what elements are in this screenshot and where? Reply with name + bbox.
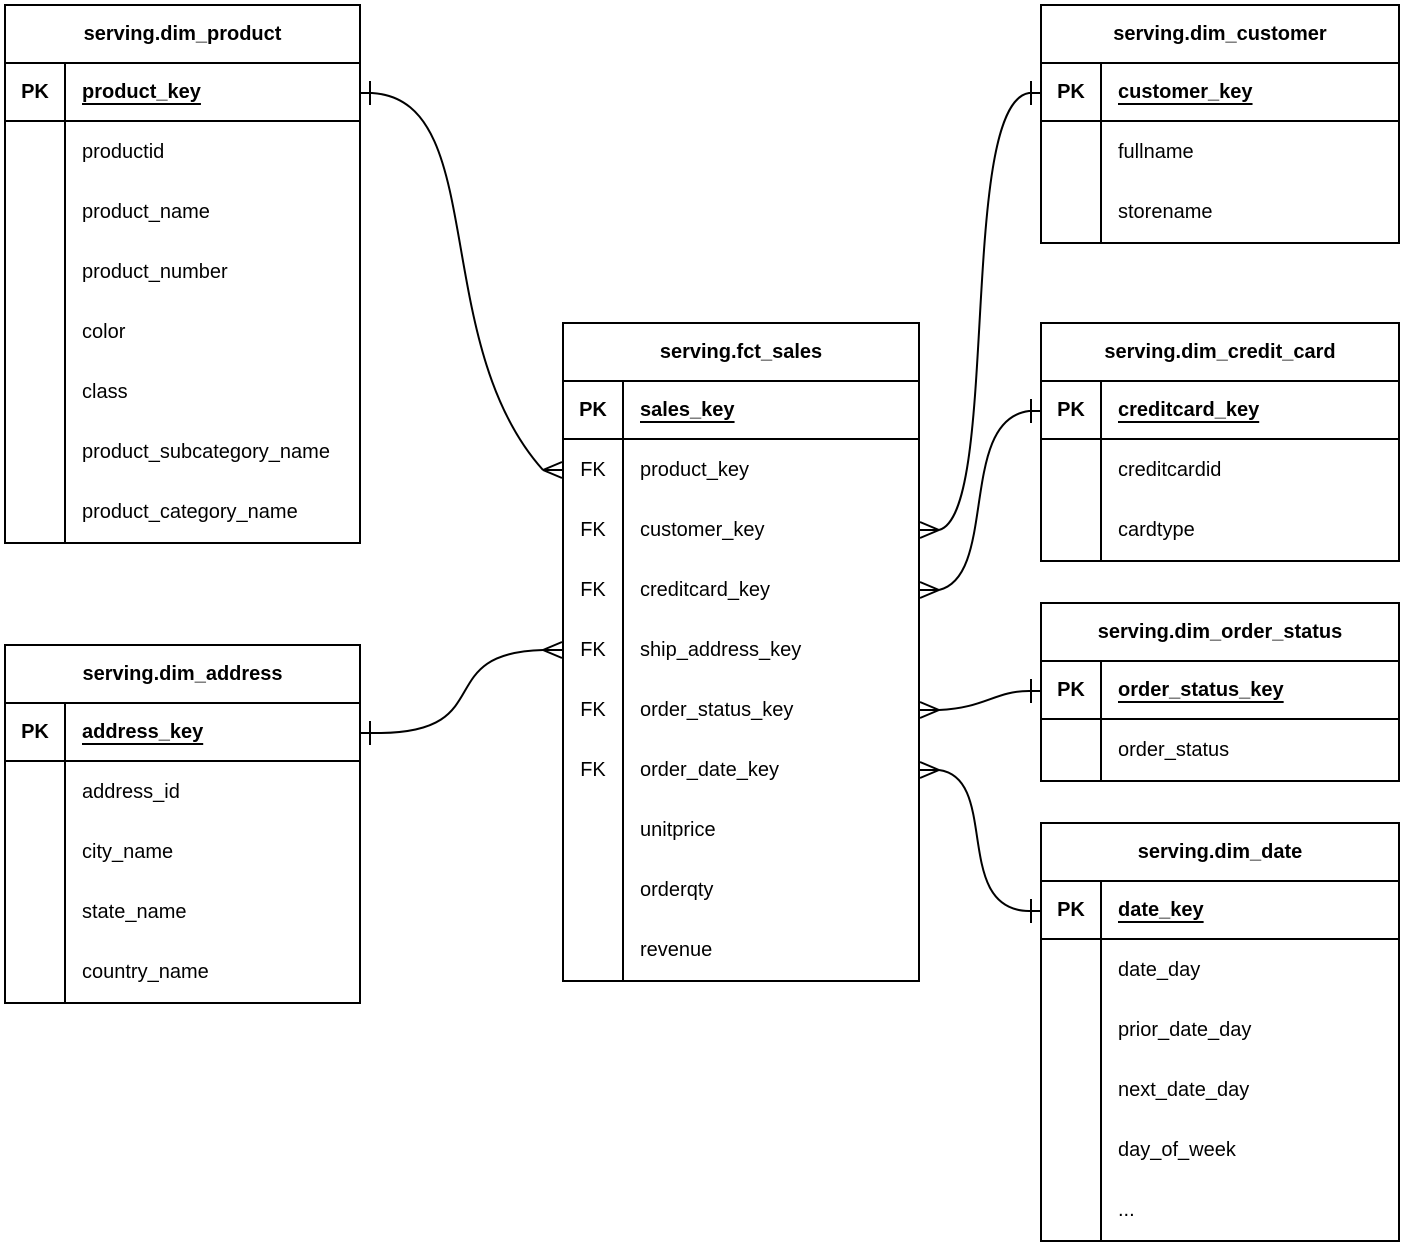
table-row xyxy=(6,762,359,822)
fk-badge: FK xyxy=(564,500,624,560)
field-name: fullname xyxy=(1118,141,1194,163)
field-name: creditcard_key xyxy=(640,579,771,601)
key-badge xyxy=(1042,1060,1102,1120)
key-badge xyxy=(6,822,66,882)
table-row xyxy=(564,560,918,620)
table-row xyxy=(1042,1120,1398,1180)
table-title: serving.dim_address xyxy=(6,646,359,704)
table-row xyxy=(564,860,918,920)
connector-order-status xyxy=(920,679,1040,718)
field-name: storename xyxy=(1118,201,1213,223)
connector-product xyxy=(360,81,562,478)
table-row xyxy=(564,620,918,680)
key-badge xyxy=(6,882,66,942)
field-name: product_category_name xyxy=(82,501,298,523)
field-name: ... xyxy=(1118,1199,1135,1221)
table-row xyxy=(6,482,359,542)
table-row xyxy=(564,500,918,560)
field-name: date_day xyxy=(1118,959,1201,981)
table-row xyxy=(6,422,359,482)
key-badge xyxy=(1042,122,1102,182)
pk-field: sales_key xyxy=(640,399,735,421)
pk-badge: PK xyxy=(1042,882,1102,938)
field-name: next_date_day xyxy=(1118,1079,1250,1101)
key-badge xyxy=(6,302,66,362)
table-row xyxy=(564,740,918,800)
field-name: day_of_week xyxy=(1118,1139,1236,1161)
field-name: productid xyxy=(82,141,165,163)
table-title: serving.dim_date xyxy=(1042,824,1398,882)
field-name: product_number xyxy=(82,261,228,283)
table-row xyxy=(6,122,359,182)
field-name: address_id xyxy=(82,781,180,803)
table-row xyxy=(6,302,359,362)
fk-badge: FK xyxy=(564,680,624,740)
field-name: prior_date_day xyxy=(1118,1019,1252,1041)
fk-badge: FK xyxy=(564,620,624,680)
table-row xyxy=(1042,182,1398,242)
connector-line xyxy=(939,770,1040,911)
table-title: serving.fct_sales xyxy=(564,324,918,382)
field-name: customer_key xyxy=(640,519,765,541)
table-row xyxy=(1042,940,1398,1000)
table-dim-date xyxy=(1040,822,1400,1242)
fk-badge: FK xyxy=(564,440,624,500)
field-name: product_key xyxy=(640,459,749,481)
connector-customer xyxy=(920,81,1040,538)
crow-foot-icon xyxy=(920,702,939,718)
field-name: orderqty xyxy=(640,879,714,901)
key-badge xyxy=(564,860,624,920)
field-name: cardtype xyxy=(1118,519,1195,541)
pk-badge: PK xyxy=(6,64,66,120)
connector-line xyxy=(939,93,1040,530)
pk-field: address_key xyxy=(82,721,204,743)
key-badge xyxy=(1042,440,1102,500)
pk-badge: PK xyxy=(1042,382,1102,438)
key-badge xyxy=(1042,500,1102,560)
table-row xyxy=(6,362,359,422)
table-row xyxy=(6,182,359,242)
connector-creditcard xyxy=(920,399,1040,598)
connector-ship-address xyxy=(360,642,562,745)
fk-badge: FK xyxy=(564,560,624,620)
pk-badge: PK xyxy=(6,704,66,760)
field-name: unitprice xyxy=(640,819,716,841)
key-badge xyxy=(6,762,66,822)
pk-field: order_status_key xyxy=(1118,679,1284,701)
key-badge xyxy=(1042,182,1102,242)
table-title: serving.dim_order_status xyxy=(1042,604,1398,662)
table-row xyxy=(6,882,359,942)
field-name: ship_address_key xyxy=(640,639,802,661)
field-name: product_name xyxy=(82,201,210,223)
table-row xyxy=(564,800,918,860)
pk-badge: PK xyxy=(1042,662,1102,718)
table-row xyxy=(6,822,359,882)
table-title: serving.dim_credit_card xyxy=(1042,324,1398,382)
field-name: creditcardid xyxy=(1118,459,1222,481)
table-title: serving.dim_product xyxy=(6,6,359,64)
crow-foot-icon xyxy=(920,762,939,778)
table-row xyxy=(6,704,359,762)
table-row xyxy=(1042,500,1398,560)
field-name: order_status xyxy=(1118,739,1230,761)
fk-badge: FK xyxy=(564,740,624,800)
table-row xyxy=(6,64,359,122)
table-title: serving.dim_customer xyxy=(1042,6,1398,64)
key-badge xyxy=(1042,1120,1102,1180)
crow-foot-icon xyxy=(543,642,562,658)
field-name: class xyxy=(82,381,128,403)
field-name: state_name xyxy=(82,901,187,923)
pk-field: product_key xyxy=(82,81,201,103)
field-name: revenue xyxy=(640,939,713,961)
key-badge xyxy=(564,800,624,860)
connector-order-date xyxy=(920,762,1040,923)
table-row xyxy=(564,382,918,440)
table-row xyxy=(1042,1180,1398,1240)
table-row xyxy=(1042,662,1398,720)
field-name: color xyxy=(82,321,126,343)
pk-field: creditcard_key xyxy=(1118,399,1260,421)
key-badge xyxy=(564,920,624,980)
crow-foot-icon xyxy=(543,462,562,478)
field-name: order_status_key xyxy=(640,699,794,721)
connector-line xyxy=(360,93,543,470)
key-badge xyxy=(6,942,66,1002)
table-dim-product xyxy=(4,4,361,544)
field-name: city_name xyxy=(82,841,174,863)
pk-badge: PK xyxy=(1042,64,1102,120)
field-name: order_date_key xyxy=(640,759,779,781)
table-row xyxy=(1042,122,1398,182)
connector-line xyxy=(360,650,543,733)
table-row xyxy=(1042,440,1398,500)
table-row xyxy=(1042,64,1398,122)
key-badge xyxy=(6,242,66,302)
table-row xyxy=(1042,882,1398,940)
table-dim-customer xyxy=(1040,4,1400,244)
pk-field: date_key xyxy=(1118,899,1204,921)
key-badge xyxy=(6,182,66,242)
pk-field: customer_key xyxy=(1118,81,1253,103)
connector-line xyxy=(939,411,1040,590)
table-row xyxy=(1042,1060,1398,1120)
crow-foot-icon xyxy=(920,522,939,538)
table-row xyxy=(1042,1000,1398,1060)
table-row xyxy=(1042,382,1398,440)
table-row xyxy=(1042,720,1398,780)
table-row xyxy=(6,942,359,1002)
table-dim-address xyxy=(4,644,361,1004)
key-badge xyxy=(6,482,66,542)
key-badge xyxy=(1042,1180,1102,1240)
key-badge xyxy=(1042,720,1102,780)
key-badge xyxy=(6,362,66,422)
table-row xyxy=(6,242,359,302)
key-badge xyxy=(6,422,66,482)
table-row xyxy=(564,680,918,740)
key-badge xyxy=(1042,940,1102,1000)
key-badge xyxy=(1042,1000,1102,1060)
connector-line xyxy=(939,691,1040,710)
pk-badge: PK xyxy=(564,382,624,438)
field-name xyxy=(66,422,359,482)
crow-foot-icon xyxy=(920,582,939,598)
table-dim-order-status xyxy=(1040,602,1400,782)
table-row xyxy=(564,920,918,980)
field-name-text: product_subcategory_name xyxy=(82,441,330,463)
table-dim-credit-card xyxy=(1040,322,1400,562)
table-row xyxy=(564,440,918,500)
key-badge xyxy=(6,122,66,182)
table-fct-sales xyxy=(562,322,920,982)
field-name: country_name xyxy=(82,961,209,983)
